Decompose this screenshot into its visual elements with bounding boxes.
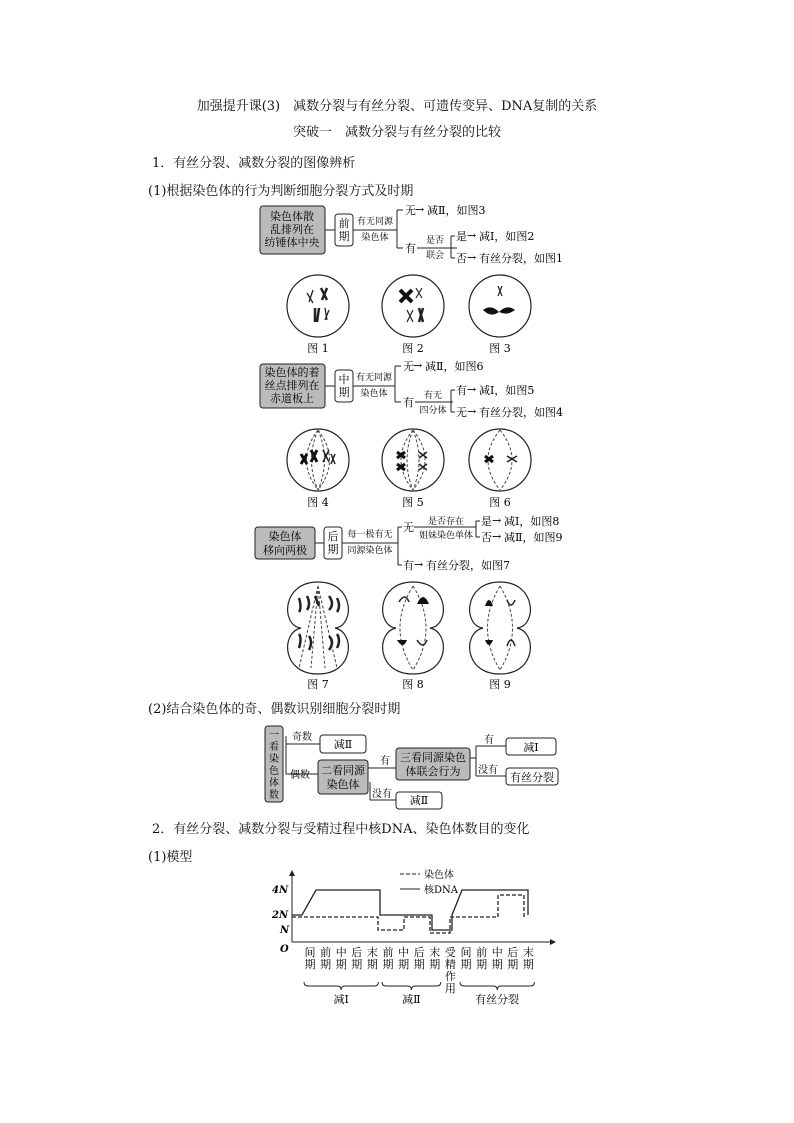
flow4-third: 三看同源染色: [400, 751, 466, 764]
flow4-odd-result: 减Ⅱ: [333, 738, 353, 751]
x-tick-label: 期: [476, 958, 488, 971]
x-tick-label: 期: [460, 958, 472, 971]
flow2-box-line: 丝点排列在: [264, 379, 320, 392]
x-tick-label: 末: [366, 946, 378, 959]
x-tick-label: 期: [335, 958, 347, 971]
flow4-have2: 有: [484, 735, 494, 746]
flow4-second: 二看同源: [321, 764, 365, 777]
cell-figure-7: [288, 582, 349, 674]
flow2-question: 染色体: [360, 389, 388, 399]
x-tick-label: 用: [444, 982, 456, 995]
flow2-no-result: 减Ⅱ，如图6: [425, 360, 484, 373]
group-label: 减Ⅱ: [402, 993, 421, 1006]
flow1-box-line: 纺锤体中央: [264, 236, 320, 249]
flow3-question: 每一极有无: [347, 530, 393, 540]
flow2-a2: 无: [456, 406, 467, 419]
x-tick-label: 期: [351, 958, 363, 971]
group-brace: [460, 982, 534, 990]
flow1-question: 有无同源: [356, 217, 394, 227]
flow3-phase: 后: [327, 530, 339, 543]
subheading-2: (2)结合染色体的奇、偶数识别细胞分裂时期: [148, 702, 401, 717]
flow1-question: 染色体: [361, 233, 389, 243]
chromosome-series-line: [292, 895, 524, 933]
flowchart-chromosome-count: [262, 722, 562, 812]
cell-figures-row-3: [285, 578, 545, 692]
flow4-first: 看: [269, 742, 279, 753]
flow4-none2: 没有: [478, 765, 498, 776]
cell-figure-4: [287, 429, 349, 491]
flow3-a2: 否: [481, 531, 492, 544]
subheading-3: (1)模型: [148, 850, 193, 865]
dna-series-line: [292, 890, 528, 930]
y-tick-label: 2N: [272, 910, 289, 921]
cell-figure-6: [469, 429, 531, 491]
flow4-first: 体: [269, 778, 279, 789]
x-tick-label: 期: [413, 958, 425, 971]
x-tick-label: 间: [304, 946, 316, 959]
x-tick-label: 期: [522, 958, 534, 971]
x-tick-label: 后: [351, 946, 363, 959]
flow4-first: 一: [269, 730, 279, 741]
x-tick-label: 受: [444, 946, 456, 959]
x-tick-label: 末: [429, 946, 441, 959]
cell-figure-8: [383, 582, 444, 674]
figure-label: 图 9: [489, 678, 511, 691]
y-tick-label: N: [280, 925, 290, 936]
flow3-a1-result: 减Ⅰ，如图8: [504, 515, 560, 528]
figure-label: 图 5: [402, 496, 424, 509]
flow1-no: 无: [405, 204, 416, 217]
x-tick-label: 前: [382, 946, 394, 959]
group-label: 有丝分裂: [475, 993, 520, 1006]
flow4-third: 体联会行为: [405, 765, 461, 778]
page-title: 加强提升课(3) 减数分裂与有丝分裂、可遗传变异、DNA复制的关系: [196, 99, 598, 114]
x-tick-label: 末: [522, 946, 534, 959]
flow2-a2-result: 有丝分裂，如图4: [479, 406, 563, 419]
flow1-box-line: 染色体散: [270, 210, 314, 223]
flow1-a2-result: 有丝分裂，如图1: [479, 252, 563, 265]
flow3-phase: 期: [327, 543, 339, 556]
flow2-question: 有无同源: [355, 373, 393, 383]
svg-text:→: →: [467, 383, 477, 396]
subheading-1: (1)根据染色体的行为判断细胞分裂方式及时期: [148, 184, 414, 199]
flow1-question2: 联会: [425, 251, 445, 261]
figure-label: 图 1: [307, 342, 329, 355]
flow2-question2: 四分体: [419, 406, 447, 416]
section-heading-1: 1．有丝分裂、减数分裂的图像辨析: [152, 156, 356, 171]
x-tick-label: 精: [444, 958, 456, 971]
flow3-question2: 姐妹染色单体: [418, 531, 474, 541]
svg-text:→: →: [467, 251, 477, 264]
flow3-yes: 有: [403, 559, 414, 572]
x-tick-label: 前: [320, 946, 332, 959]
group-brace: [382, 982, 441, 990]
flow4-none: 没有: [372, 789, 392, 800]
flowchart-prophase: [255, 200, 585, 266]
x-tick-label: 期: [429, 958, 441, 971]
flow3-a2-result: 减Ⅱ，如图9: [504, 531, 563, 544]
x-tick-label: 期: [366, 958, 378, 971]
x-tick-label: 间: [460, 946, 472, 959]
cell-figure-2: [382, 275, 444, 337]
group-label: 减Ⅰ: [333, 993, 349, 1006]
flow4-first: 染: [269, 754, 279, 765]
figure-label: 图 8: [402, 678, 424, 691]
flow3-box-line: 染色体: [268, 530, 302, 543]
x-tick-label: 中: [398, 946, 410, 959]
flow4-first: 数: [269, 790, 279, 801]
flow4-odd: 奇数: [292, 732, 312, 743]
figure-label: 图 7: [307, 678, 329, 691]
flow1-a1: 是: [456, 230, 467, 243]
flow2-phase: 中: [338, 373, 350, 386]
flow1-box-line: 乱排列在: [270, 223, 314, 236]
flow4-first: 色: [269, 766, 279, 777]
flow2-box-line: 染色体的着: [264, 366, 320, 379]
svg-text:→: →: [467, 229, 477, 242]
cell-figures-row-2: [285, 424, 545, 510]
flow1-question2: 是否: [425, 236, 445, 246]
x-tick-label: 期: [507, 958, 519, 971]
flow3-box-line: 移向两极: [263, 544, 307, 557]
section-title: 突破一 减数分裂与有丝分裂的比较: [292, 125, 501, 140]
x-tick-label: 中: [491, 946, 503, 959]
group-brace: [304, 982, 378, 990]
x-tick-label: 期: [320, 958, 332, 971]
flow4-have: 有: [380, 756, 390, 767]
flow3-question: 同源染色体: [347, 546, 393, 556]
figure-label: 图 4: [307, 496, 329, 509]
x-tick-label: 期: [491, 958, 503, 971]
flow4-second: 染色体: [326, 778, 360, 791]
flow2-question2: 有无: [423, 391, 443, 401]
flow2-phase: 期: [338, 386, 350, 399]
svg-text:→: →: [492, 530, 502, 543]
flow2-box-line: 赤道板上: [270, 392, 314, 405]
flow1-no-result: 减Ⅱ，如图3: [427, 204, 486, 217]
flow1-phase: 期: [338, 230, 350, 243]
flow1-yes: 有: [405, 242, 416, 255]
cell-figure-5: [382, 429, 444, 491]
x-tick-label: 期: [398, 958, 410, 971]
x-tick-label: 期: [304, 958, 316, 971]
flow4-res-a: 减Ⅰ: [523, 741, 539, 754]
figure-label: 图 3: [489, 342, 511, 355]
flow3-yes-result: 有丝分裂，如图7: [426, 559, 510, 572]
dna-chromosome-chart: [270, 862, 560, 1012]
cell-figure-9: [470, 582, 531, 674]
svg-text:→: →: [467, 405, 477, 418]
figure-label: 图 6: [489, 496, 511, 509]
figure-label: 图 2: [402, 342, 424, 355]
flow3-question2: 是否存在: [427, 517, 465, 527]
legend-dna: 核DNA: [424, 885, 458, 896]
flow3-a1: 是: [481, 515, 492, 528]
origin-label: O: [280, 944, 289, 955]
svg-text:→: →: [492, 515, 502, 527]
svg-text:→: →: [413, 360, 423, 372]
flow2-a1: 有: [456, 384, 467, 397]
x-tick-label: 后: [413, 946, 425, 959]
flow2-yes: 有: [403, 396, 414, 409]
y-tick-label: 4N: [272, 885, 289, 896]
x-tick-label: 前: [476, 946, 488, 959]
cell-figure-3: [469, 275, 531, 337]
x-tick-label: 中: [335, 946, 347, 959]
flowchart-anaphase: [250, 515, 580, 577]
cell-figures-row-1: [285, 268, 545, 358]
flow3-no: 无: [403, 521, 414, 534]
x-tick-label: 作: [444, 970, 456, 983]
flowchart-metaphase: [255, 360, 585, 422]
section-heading-2: 2．有丝分裂、减数分裂与受精过程中核DNA、染色体数目的变化: [152, 822, 530, 837]
flow4-even: 偶数: [290, 770, 310, 781]
flow1-phase: 前: [338, 217, 350, 230]
flow2-a1-result: 减Ⅰ，如图5: [479, 384, 535, 397]
flow4-res-c: 减Ⅱ: [409, 794, 429, 807]
flow4-res-b: 有丝分裂: [510, 771, 554, 784]
flow1-a2: 否: [456, 252, 467, 265]
flow1-a1-result: 减Ⅰ，如图2: [479, 230, 535, 243]
x-tick-label: 后: [507, 946, 519, 959]
svg-text:→: →: [414, 558, 424, 571]
flow2-no: 无: [403, 360, 414, 373]
legend-chromosome: 染色体: [424, 870, 454, 881]
x-tick-label: 期: [382, 958, 394, 971]
svg-text:→: →: [415, 203, 425, 216]
cell-figure-1: [287, 275, 349, 337]
